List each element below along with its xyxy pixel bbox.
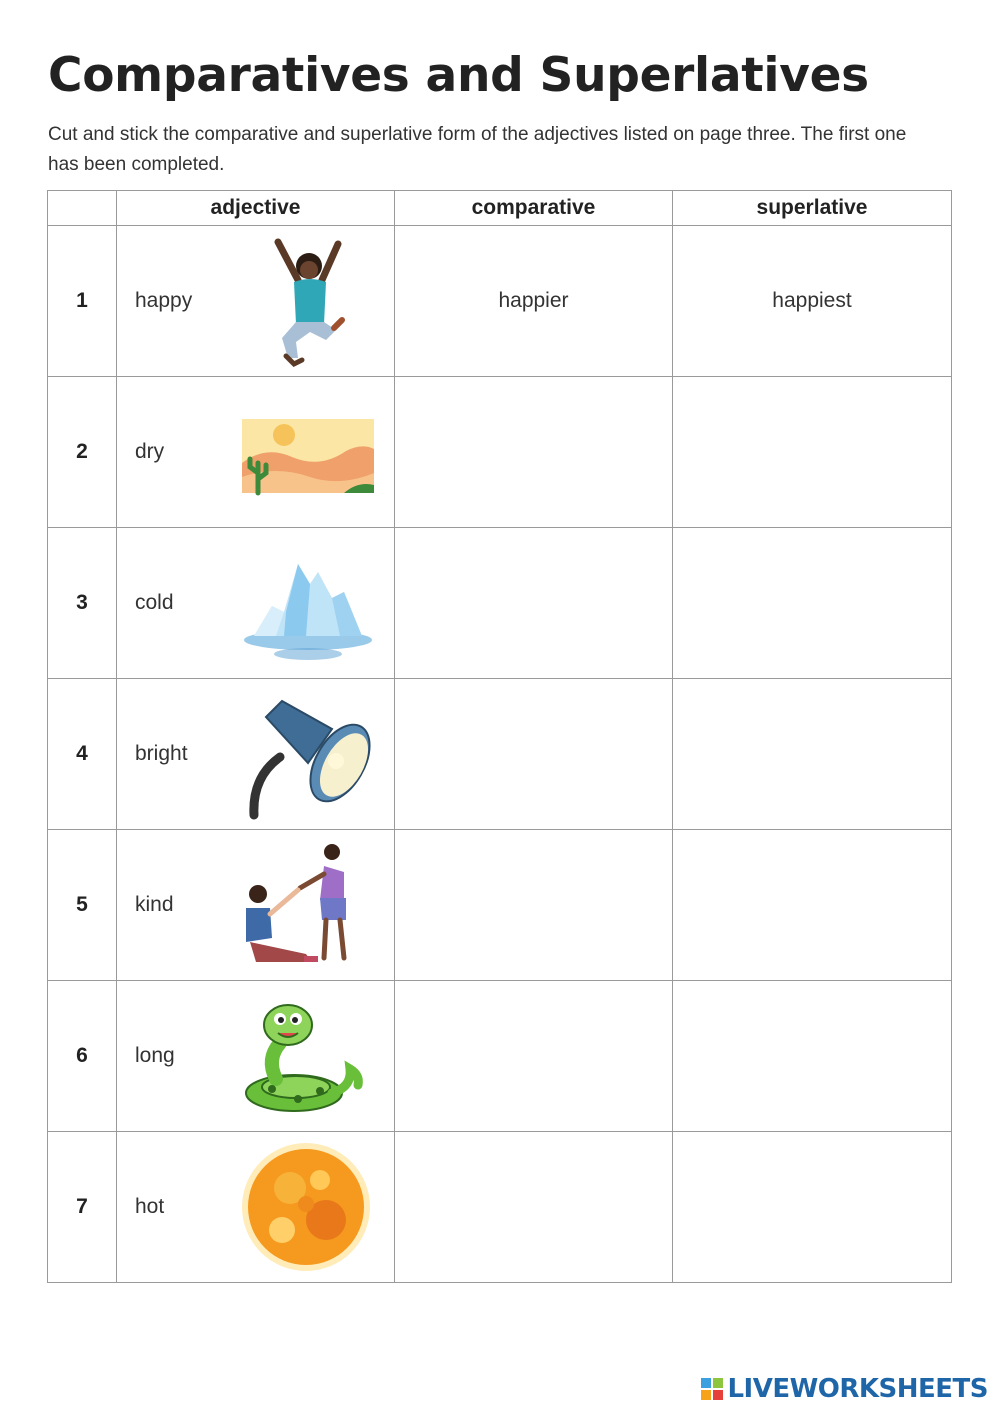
row-number: 1 <box>48 226 117 377</box>
page-title: Comparatives and Superlatives <box>48 48 869 103</box>
superlative-cell[interactable] <box>673 981 952 1132</box>
comparative-cell[interactable] <box>395 981 673 1132</box>
jumping-person-icon <box>236 234 376 368</box>
header-comparative: comparative <box>395 191 673 226</box>
liveworksheets-logo-icon <box>700 1377 724 1401</box>
adjective-word: cold <box>135 591 174 614</box>
comparative-cell[interactable] <box>395 679 673 830</box>
adjective-word: kind <box>135 893 174 916</box>
adjective-cell <box>117 1132 395 1283</box>
helping-hand-icon <box>236 838 376 972</box>
table-row <box>48 528 952 679</box>
header-adjective: adjective <box>117 191 395 226</box>
instructions: Cut and stick the comparative and superlative form of the adjectives listed on page three. The first one has been completed. <box>48 124 907 175</box>
comparative-cell[interactable] <box>395 528 673 679</box>
sun-icon <box>236 1140 376 1274</box>
comparative-cell[interactable] <box>395 1132 673 1283</box>
comparative-cell[interactable]: happier <box>395 226 673 377</box>
worksheet-table <box>47 190 952 1283</box>
iceberg-icon <box>236 536 376 670</box>
snake-icon <box>236 989 376 1123</box>
adjective-word: bright <box>135 742 188 765</box>
adjective-cell <box>117 830 395 981</box>
superlative-cell[interactable] <box>673 1132 952 1283</box>
adjective-cell <box>117 377 395 528</box>
adjective-word: long <box>135 1044 175 1067</box>
superlative-cell[interactable] <box>673 830 952 981</box>
table-row <box>48 981 952 1132</box>
adjective-cell <box>117 679 395 830</box>
table-row <box>48 226 952 377</box>
adjective-cell <box>117 226 395 377</box>
row-number: 4 <box>48 679 117 830</box>
table-row <box>48 1132 952 1283</box>
row-number: 6 <box>48 981 117 1132</box>
table-row <box>48 377 952 528</box>
comparative-cell[interactable] <box>395 377 673 528</box>
superlative-cell[interactable] <box>673 528 952 679</box>
adjective-cell <box>117 528 395 679</box>
adjective-word: happy <box>135 289 193 312</box>
superlative-cell[interactable] <box>673 377 952 528</box>
superlative-cell[interactable]: happiest <box>673 226 952 377</box>
row-number: 2 <box>48 377 117 528</box>
adjective-cell <box>117 981 395 1132</box>
table-header-row <box>48 191 952 226</box>
table-row <box>48 830 952 981</box>
liveworksheets-logo <box>700 1374 988 1404</box>
table-row <box>48 679 952 830</box>
adjective-word: hot <box>135 1195 165 1218</box>
row-number: 3 <box>48 528 117 679</box>
desk-lamp-icon <box>236 687 376 821</box>
desert-icon <box>236 385 376 519</box>
header-corner <box>48 191 117 226</box>
row-number: 7 <box>48 1132 117 1283</box>
logo-text: LIVEWORKSHEETS <box>727 1374 988 1404</box>
header-superlative: superlative <box>673 191 952 226</box>
superlative-cell[interactable] <box>673 679 952 830</box>
row-number: 5 <box>48 830 117 981</box>
adjective-word: dry <box>135 440 165 463</box>
comparative-cell[interactable] <box>395 830 673 981</box>
